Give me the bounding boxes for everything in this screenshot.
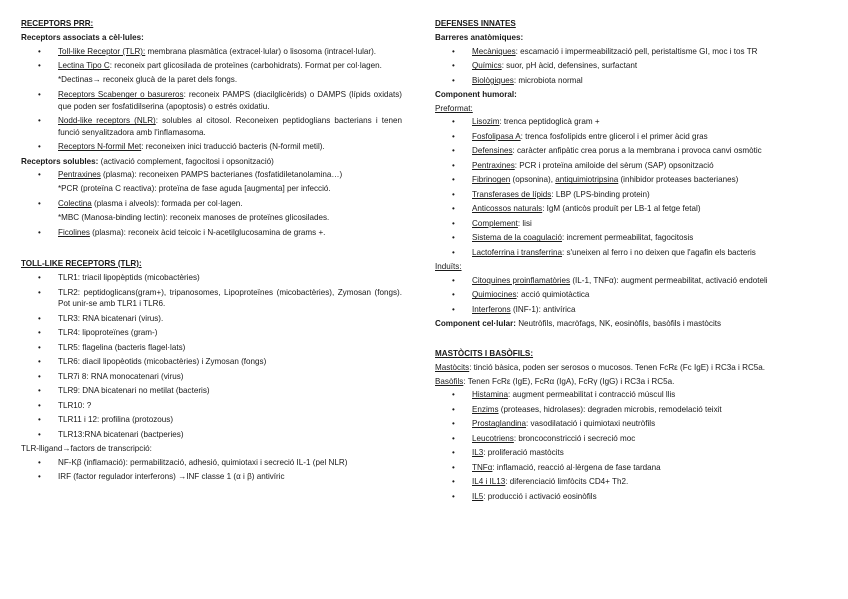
item-label: Mecàniques	[472, 46, 516, 56]
list-item	[435, 116, 807, 127]
item-label: Anticossos naturals	[472, 204, 543, 214]
item-text: membrana plasmàtica (extracel·lular) o lisosoma (intracel·lular).	[145, 46, 377, 56]
item-label: Sistema de la coagulació	[472, 233, 562, 243]
mast-text: : tinció bàsica, poden ser serosos o mucosos. Tenen FcRε (Fc IgE) i RC3a i RC5a.	[469, 363, 766, 373]
barriers-list	[435, 46, 807, 86]
list-item	[435, 131, 807, 142]
soluble-heading: Receptors solubles:	[21, 156, 99, 166]
list-item	[435, 433, 807, 444]
item-label: TNFα	[472, 462, 493, 472]
soluble-text: (activació complement, fagocitosi i opsonització)	[98, 156, 274, 166]
preformat-list	[435, 116, 807, 258]
humoral-heading: Component humoral:	[435, 90, 517, 100]
item-label: Fosfolipasa A	[472, 131, 521, 141]
basophil-label: Basòfils	[435, 376, 464, 386]
item-label-2: antiquimiotripsina	[555, 175, 619, 185]
item-label: Lectina Tipo C	[58, 61, 110, 71]
item-text: (plasma): reconeixen PAMPS bacterianes (fosfatidiletanolamina…)	[100, 170, 343, 180]
list-item	[435, 476, 807, 487]
item-label: Lactoferrina i transferrina	[472, 247, 562, 257]
list-item	[21, 227, 402, 238]
list-item	[435, 247, 807, 258]
item-label: Interferons	[472, 304, 511, 314]
list-item: • TLR11 i 12: profilina (protozous)	[21, 414, 402, 425]
item-text: : s'uneixen al ferro i no deixen que l'agafin els bacteris	[561, 247, 756, 257]
item-label: IL5	[472, 491, 484, 501]
item-text: : diferenciació limfòcits CD4+ Th2.	[505, 477, 629, 487]
item-label: Histamina	[472, 390, 508, 400]
item-text: (plasma i alveols): formada per col·lagen.	[91, 199, 243, 209]
list-item	[435, 218, 807, 229]
item-label: Pentraxines	[472, 160, 515, 170]
mast-cells-title: MASTÒCITS I BASÒFILS:	[435, 348, 534, 358]
item-text: : broncoconstricció i secreció moc	[513, 433, 636, 443]
list-item	[435, 145, 807, 156]
item-text: : lisi	[517, 218, 532, 228]
item-text: : solubles al citosol. Reconeixen peptidoglians bacterians i tenen funció senyalitzadora amb l'inflamasoma.	[58, 116, 403, 137]
cell-receptors-list-2	[21, 89, 402, 152]
item-text: : increment permeabilitat, fagocitosis	[561, 233, 694, 243]
item-text: : acció quimiotàctica	[516, 290, 590, 300]
item-text: : trenca peptidoglicà gram +	[499, 117, 600, 127]
mast-label: Mastòcits	[435, 363, 470, 373]
cellular-heading: Component cel·lular:	[435, 319, 516, 329]
transcription-factor-list	[21, 457, 402, 483]
list-item	[21, 115, 402, 138]
item-label: Quimiocines	[472, 290, 517, 300]
list-item: • TLR2: peptidoglicans(gram+), tripanosomes, Lipoproteïnes (micobactèries), Zymosan (fongs). Pot unir-se amb TLR1 i TLR6.	[21, 287, 402, 310]
item-label: IL3	[472, 448, 484, 458]
cellular-text: Neutròfils, macròfags, NK, eosinòfils, basòfils i mastòcits	[515, 319, 722, 329]
tlr-title: TOLL-LIKE RECEPTORS (TLR):	[21, 258, 142, 268]
list-item	[435, 289, 807, 300]
list-item	[435, 462, 807, 473]
mbc-note: *MBC (Manosa-binding lectin): reconeix manoses de proteïnes glicosilades.	[58, 212, 330, 222]
list-item	[435, 203, 807, 214]
item-label: IL4 i IL13	[472, 477, 506, 487]
list-item	[21, 60, 402, 71]
item-text: : proliferació mastòcits	[483, 448, 564, 458]
list-item	[435, 232, 807, 243]
list-item: • TLR4: lipoproteïnes (gram-)	[21, 327, 402, 338]
item-text: (plasma): reconeix àcid teicoic i N-acetilglucosamina de grams +.	[89, 228, 326, 238]
left-column	[21, 18, 402, 486]
item-label: Nodd-like receptors (NLR)	[58, 116, 156, 126]
list-item	[21, 141, 402, 152]
prr-title: RECEPTORS PRR:	[21, 19, 94, 28]
item-label: Prostaglandina	[472, 419, 526, 429]
list-item: • TLR3: RNA bicatenari (virus).	[21, 313, 402, 324]
cell-receptors-list	[21, 46, 402, 72]
list-item: • NF-Kβ (inflamació): permabilització, adhesió, quimiotaxi i secreció IL-1 (pel NLR)	[21, 457, 402, 468]
item-label: Pentraxines	[58, 170, 101, 180]
list-item	[435, 447, 807, 458]
list-item	[21, 169, 402, 180]
cell-receptors-heading: Receptors associats a cèl·lules:	[21, 33, 144, 43]
item-label: Transferases de lípids	[472, 189, 552, 199]
list-item	[21, 89, 402, 112]
item-text: : escamació i impermeabilització pell, peristaltisme GI, moc i tos TR	[515, 46, 758, 56]
item-text: : augment permeabilitat i contracció múscul llis	[507, 390, 676, 400]
item-text: (proteases, hidrolases): degraden microbis, remodelació teixit	[498, 404, 722, 414]
list-item	[21, 46, 402, 57]
list-item: • TLR10: ?	[21, 400, 402, 411]
item-text: : caràcter anfipàtic crea porus a la membrana i provoca canvi osmòtic	[512, 146, 762, 156]
mediators-list	[435, 389, 807, 502]
item-label: Ficolines	[58, 228, 90, 238]
item-label: Colectina	[58, 199, 92, 209]
list-item: • TLR1: triacil lipopèptids (micobactèries)	[21, 272, 402, 283]
item-text: : microbiota normal	[513, 75, 583, 85]
item-text-2: (inhibidor proteases bacterianes)	[618, 175, 739, 185]
item-label: Biològiques	[472, 75, 514, 85]
list-item: • TLR9: DNA bicatenari no metilat (bacteris)	[21, 385, 402, 396]
list-item	[21, 198, 402, 209]
basophil-text: : Tenen FcRε (IgE), FcRα (IgA), FcRγ (IgG) i RC3a i RC5a.	[463, 376, 675, 386]
item-text: : inflamació, reacció al·lèrgena de fase tardana	[492, 462, 661, 472]
item-text: : trenca fosfolípids entre glicerol i el primer àcid gras	[520, 131, 708, 141]
list-item	[435, 275, 807, 286]
list-item	[435, 404, 807, 415]
soluble-receptors-line	[21, 156, 402, 167]
list-item	[435, 304, 807, 315]
tlr-list	[21, 272, 402, 440]
list-item	[435, 189, 807, 200]
item-text: (IL-1, TNFα): augment permeabilitat, activació endoteli	[570, 275, 768, 285]
induit-list	[435, 275, 807, 315]
dectines-note: *Dectinas→ reconeix glucà de la paret dels fongs.	[58, 74, 238, 84]
list-item: • TLR6: diacil lipopèotids (micobactèries) i Zymosan (fongs)	[21, 356, 402, 367]
barriers-heading: Barreres anatòmiques:	[435, 33, 524, 43]
right-column	[435, 18, 807, 505]
mast-line	[435, 362, 807, 373]
soluble-list	[21, 169, 402, 180]
item-text: : suor, pH àcid, defensines, surfactant	[501, 61, 638, 71]
item-label: Receptors N-formil Met	[58, 142, 142, 152]
list-item: • TLR13:RNA bicatenari (bactperies)	[21, 429, 402, 440]
pcr-note: *PCR (proteïna C reactiva): proteïna de fase aguda [augmenta] per infecció.	[58, 183, 331, 193]
list-item	[435, 491, 807, 502]
list-item	[435, 60, 807, 71]
item-text: : reconeix part glicosilada de proteïnes (carbohidrats). Format per col·lagen.	[109, 61, 382, 71]
list-item	[435, 75, 807, 86]
item-text: : LBP (LPS-binding protein)	[551, 189, 650, 199]
list-item	[435, 46, 807, 57]
item-label: Toll-like Receptor (TLR):	[58, 46, 146, 56]
item-label: Leucotriens	[472, 433, 514, 443]
item-label: Enzims	[472, 404, 499, 414]
item-text: : vasodilatació i quimiotaxi neutròfils	[526, 419, 656, 429]
item-label: Lisozim	[472, 117, 500, 127]
preformat-label: Preformat:	[435, 103, 473, 113]
soluble-list-3	[21, 227, 402, 238]
soluble-list-2	[21, 198, 402, 209]
item-label: Químics	[472, 61, 502, 71]
item-label: Receptors Scabenger o basureros	[58, 90, 184, 100]
list-item: • TLR7i 8: RNA monocatenari (virus)	[21, 371, 402, 382]
item-label: Fibrinogen	[472, 175, 511, 185]
basophil-line	[435, 376, 807, 387]
cellular-component-line	[435, 318, 807, 329]
list-item	[435, 389, 807, 400]
induit-label: Induïts:	[435, 262, 462, 272]
item-text: : IgM (anticòs produït per LB-1 al fetge fetal)	[542, 204, 701, 214]
list-item: • IRF (factor regulador interferons) →INF classe 1 (α i β) antivíric	[21, 471, 402, 482]
list-item	[435, 418, 807, 429]
item-text: (INF-1): antivírica	[510, 304, 576, 314]
list-item	[435, 174, 807, 185]
item-label: Defensines	[472, 146, 513, 156]
item-label: Citoquines proinflamatòries	[472, 275, 571, 285]
item-label: Complement	[472, 218, 518, 228]
innate-defenses-title: DEFENSES INNATES	[435, 19, 516, 28]
list-item: • TLR5: flagelina (bacteris flagel·lats)	[21, 342, 402, 353]
list-item	[435, 160, 807, 171]
item-text: : producció i activació eosinòfils	[483, 491, 597, 501]
item-text: : PCR i proteïna amiloide del sèrum (SAP) opsonització	[514, 160, 714, 170]
item-text: : reconeix PAMPS (diacilglicèrids) o DAMPS (lípids oxidats) que poden ser fosfatidilserina (apoptosis) o estrés oxidatiu.	[58, 90, 402, 111]
item-text: : reconeixen inici traducció bacteris (N-formil metil).	[141, 142, 325, 152]
tlr-ligand-line: TLR-lligand→factors de transcripció:	[21, 444, 152, 454]
item-text: (opsonina),	[510, 175, 556, 185]
